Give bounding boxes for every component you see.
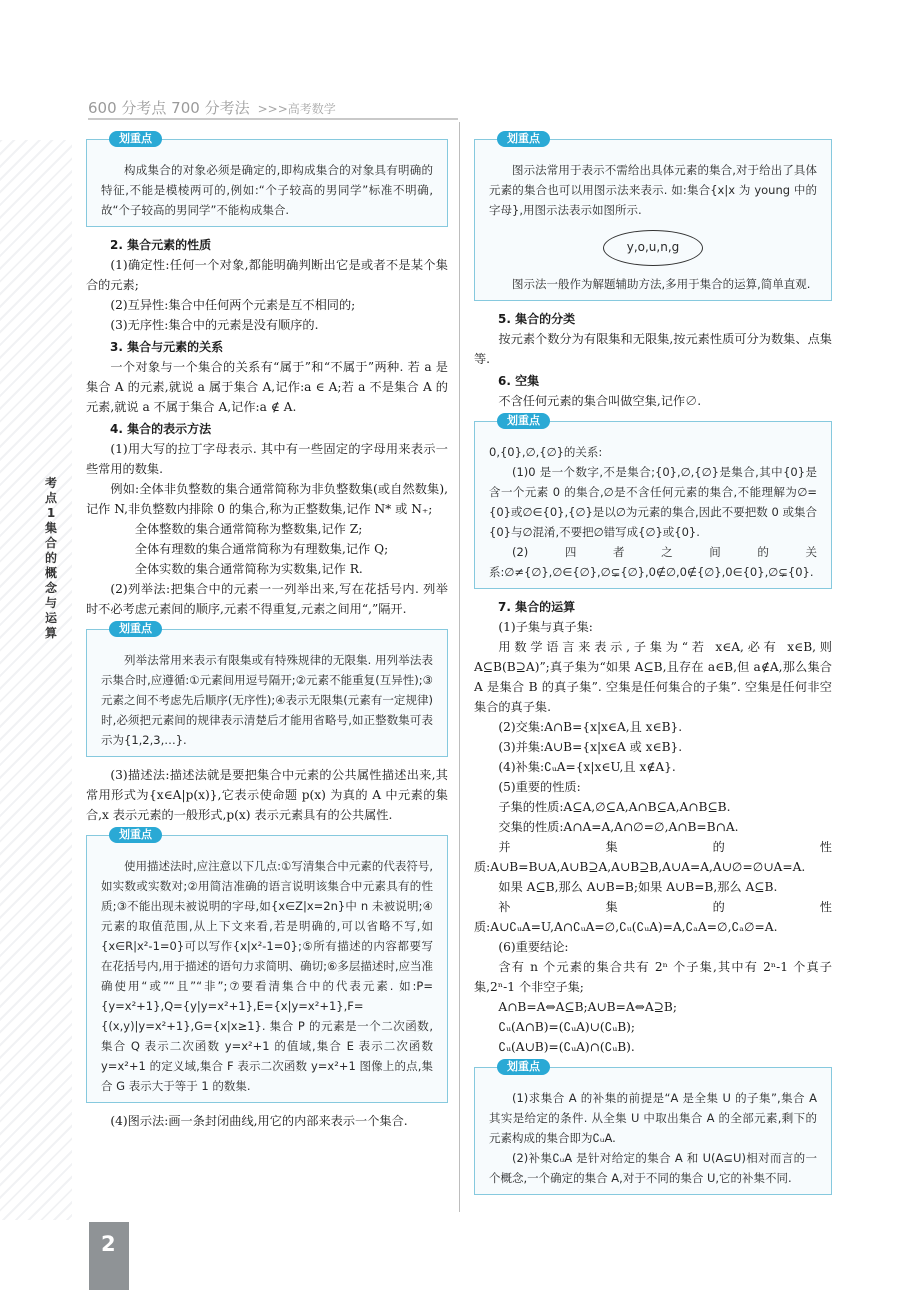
paragraph: 一个对象与一个集合的关系有“属于”和“不属于”两种. 若 a 是集合 A 的元素,就说 a 属于集合 A,记作:a ∈ A;若 a 不是集合 A 的元素,就说 a 不属于集合 A,记作:a ∉ A. — [86, 360, 448, 414]
paragraph: 不含任何元素的集合叫做空集,记作∅. — [498, 394, 702, 408]
chapter-side-title: 考点1 集合的概念与运算 — [44, 476, 57, 640]
paragraph: (2)交集:A∩B={x|x∈A,且 x∈B}. — [498, 720, 683, 734]
key-point-text: 使用描述法时,应注意以下几点:①写清集合中元素的代表符号,如实数或实数对;②用简洁准确的语言说明该集合中元素具有的性质;③不能出现未被说明的字母,如{x∈Z|x=2n}中 n 未被说明;④元素的取值范围,从上下文来看,若是明确的,可以省略不写,如{x∈R|x²-1=0}可以写作{x|x²-1=0};⑤所有描述的内容都要写在花括号内,用于描述的语句力求简明、确切;⑥多层描述时,应当准确使用“或”“且”“非”;⑦要看清集合中的代表元素. 如:P={y=x²+1},Q={y|y=x²+1},E={x|y=x²+1},F={(x,y)|y=x²+1},G={x|x≥1}. 集合 P 的元素是一个二次函数,集合 Q 表示二次函数 y=x²+1 的值域,集合 E 表示二次函数 y=x²+1 的定义域,集合 F 表示二次函数 y=x²+1 图像上的点,集合 G 表示大于等于 1 的数集. — [101, 859, 433, 1093]
key-point-box-3 — [86, 828, 448, 1103]
paragraph: 如果 A⊆B,那么 A∪B=B;如果 A∪B=B,那么 A⊆B. — [498, 880, 778, 894]
paragraph: (1)用大写的拉丁字母表示. 其中有一些固定的字母用来表示一些常用的数集. — [86, 442, 448, 476]
key-point-text: 构成集合的对象必须是确定的,即构成集合的对象具有明确的特征,不能是模棱两可的,例如:“个子较高的男同学”标准不明确,故“个子较高的男同学”不能构成集合. — [101, 163, 433, 217]
section-heading: 5. 集合的分类 — [498, 312, 576, 326]
paragraph: 全体整数的集合通常简称为整数集,记作 Z; — [134, 522, 363, 536]
paragraph: (2)互异性:集合中任何两个元素是互不相同的; — [110, 298, 356, 312]
key-point-box-6 — [474, 1060, 832, 1195]
paragraph: (4)图示法:画一条封闭曲线,用它的内部来表示一个集合. — [110, 1114, 408, 1128]
formula-line: ∁ᵤ(A∪B)=(∁ᵤA)∩(∁ᵤB). — [498, 1040, 635, 1054]
paragraph: (3)并集:A∪B={x|x∈A 或 x∈B}. — [498, 740, 683, 754]
paragraph: 补集的性质:A∪∁ᵤA=U,A∩∁ᵤA=∅,∁ᵤ(∁ᵤA)=A,∁ₐA=∅,∁ₐ∅=A. — [474, 900, 832, 934]
paragraph: 全体实数的集合通常简称为实数集,记作 R. — [134, 562, 363, 576]
section-heading: 4. 集合的表示方法 — [110, 422, 212, 436]
left-column — [86, 129, 448, 1131]
key-point-tag: 划重点 — [497, 1059, 550, 1075]
page-header — [88, 97, 336, 118]
header-title: 600 分考点 700 分考法 — [88, 99, 250, 117]
sidebar-background — [0, 140, 72, 1220]
key-point-box-2 — [86, 622, 448, 757]
section-heading: 6. 空集 — [498, 374, 540, 388]
formula-line: ∁ᵤ(A∩B)=(∁ᵤA)∪(∁ᵤB); — [498, 1020, 636, 1034]
key-point-text: 0,{0},∅,{∅}的关系: — [489, 445, 603, 459]
header-subtitle: >>>高考数学 — [257, 102, 336, 116]
paragraph: 用数学语言来表示,子集为“若 x∈A,必有 x∈B,则 A⊆B(B⊇A)”;真子集为“如果 A⊆B,且存在 a∈B,但 a∉A,那么集合 A 是集合 B 的真子集”. 空集是任何集合的子集”. 空集是任何非空集合的真子集. — [474, 640, 832, 714]
key-point-box-5 — [474, 414, 832, 589]
key-point-text: 图示法常用于表示不需给出具体元素的集合,对于给出了具体元素的集合也可以用图示法来表示. 如:集合{x|x 为 young 中的字母},用图示法表示如图所示. — [489, 163, 817, 217]
paragraph: (4)补集:∁ᵤA={x|x∈U,且 x∉A}. — [498, 760, 676, 774]
paragraph: (5)重要的性质: — [498, 780, 581, 794]
key-point-text: (2)补集∁ᵤA 是针对给定的集合 A 和 U(A⊆U)相对而言的一个概念,一个确定的集合 A,对于不同的集合 U,它的补集不同. — [489, 1151, 817, 1185]
key-point-box-1 — [86, 132, 448, 227]
key-point-text: (1)0 是一个数字,不是集合;{0},∅,{∅}是集合,其中{0}是含一个元素 0 的集合,∅是不含任何元素的集合,不能理解为∅={0}或∅∈{0},{∅}是以∅为元素的集合,因此不要把数 0 或集合{0}与∅混淆,不要把∅错写成{∅}或{0}. — [489, 465, 817, 539]
section-heading: 3. 集合与元素的关系 — [110, 340, 224, 354]
paragraph: (2)列举法:把集合中的元素一一列举出来,写在花括号内. 列举时不必考虑元素间的顺序,元素不得重复,元素之间用“,”隔开. — [86, 582, 448, 616]
key-point-tag: 划重点 — [109, 621, 162, 637]
section-heading: 7. 集合的运算 — [498, 600, 576, 614]
paragraph: 例如:全体非负整数的集合通常简称为非负整数集(或自然数集),记作 N,非负整数内排除 0 的集合,称为正整数集,记作 N* 或 N₊; — [86, 482, 448, 516]
paragraph: 按元素个数分为有限集和无限集,按元素性质可分为数集、点集等. — [474, 332, 832, 366]
key-point-text: 图示法一般作为解题辅助方法,多用于集合的运算,简单直观. — [512, 277, 811, 291]
key-point-tag: 划重点 — [109, 827, 162, 843]
key-point-text: 列举法常用来表示有限集或有特殊规律的无限集. 用列举法表示集合时,应遵循:①元素间用逗号隔开;②元素不能重复(互异性);③元素之间不考虑先后顺序(无序性);④表示无限集(元素有一定规律)时,必须把元素间的规律表示清楚后才能用省略号,如正整数集可表示为{1,2,3,…}. — [101, 653, 433, 747]
paragraph: 含有 n 个元素的集合共有 2ⁿ 个子集,其中有 2ⁿ-1 个真子集,2ⁿ-1 个非空子集; — [474, 960, 832, 994]
paragraph: 并集的性质:A∪B=B∪A,A∪B⊇A,A∪B⊇B,A∪A=A,A∪∅=∅∪A=A. — [474, 840, 832, 874]
paragraph: (1)子集与真子集: — [498, 620, 593, 634]
paragraph: (3)无序性:集合中的元素是没有顺序的. — [110, 318, 319, 332]
paragraph: (6)重要结论: — [498, 940, 569, 954]
key-point-text: (2)四者之间的关系:∅≠{∅},∅∈{∅},∅⊊{∅},0∉∅,0∉{∅},0∈{0},∅⊊{0}. — [489, 545, 817, 579]
venn-diagram-ellipse: y,o,u,n,g — [603, 230, 703, 266]
key-point-box-4 — [474, 132, 832, 301]
key-point-tag: 划重点 — [109, 131, 162, 147]
page-number: 2 — [101, 1232, 116, 1256]
right-column — [474, 129, 832, 1203]
header-rule — [88, 118, 458, 120]
paragraph: (1)确定性:任何一个对象,都能明确判断出它是或者不是某个集合的元素; — [86, 258, 448, 292]
key-point-tag: 划重点 — [497, 131, 550, 147]
key-point-tag: 划重点 — [497, 413, 550, 429]
paragraph: 全体有理数的集合通常简称为有理数集,记作 Q; — [134, 542, 389, 556]
formula-line: A∩B=A⇔A⊆B;A∪B=A⇔A⊇B; — [498, 1000, 677, 1014]
paragraph: (3)描述法:描述法就是要把集合中元素的公共属性描述出来,其常用形式为{x∈A|p(x)},它表示使命题 p(x) 为真的 A 中元素的集合,x 表示元素的一般形式,p(x) 表示元素具有的公共属性. — [86, 768, 448, 822]
column-divider — [459, 122, 460, 1212]
section-heading: 2. 集合元素的性质 — [110, 238, 212, 252]
paragraph: 子集的性质:A⊆A,∅⊆A,A∩B⊆A,A∩B⊆B. — [498, 800, 731, 814]
key-point-text: (1)求集合 A 的补集的前提是“A 是全集 U 的子集”,集合 A 其实是给定的条件. 从全集 U 中取出集合 A 的全部元素,剩下的元素构成的集合即为∁ᵤA. — [489, 1091, 817, 1145]
paragraph: 交集的性质:A∩A=A,A∩∅=∅,A∩B=B∩A. — [498, 820, 739, 834]
